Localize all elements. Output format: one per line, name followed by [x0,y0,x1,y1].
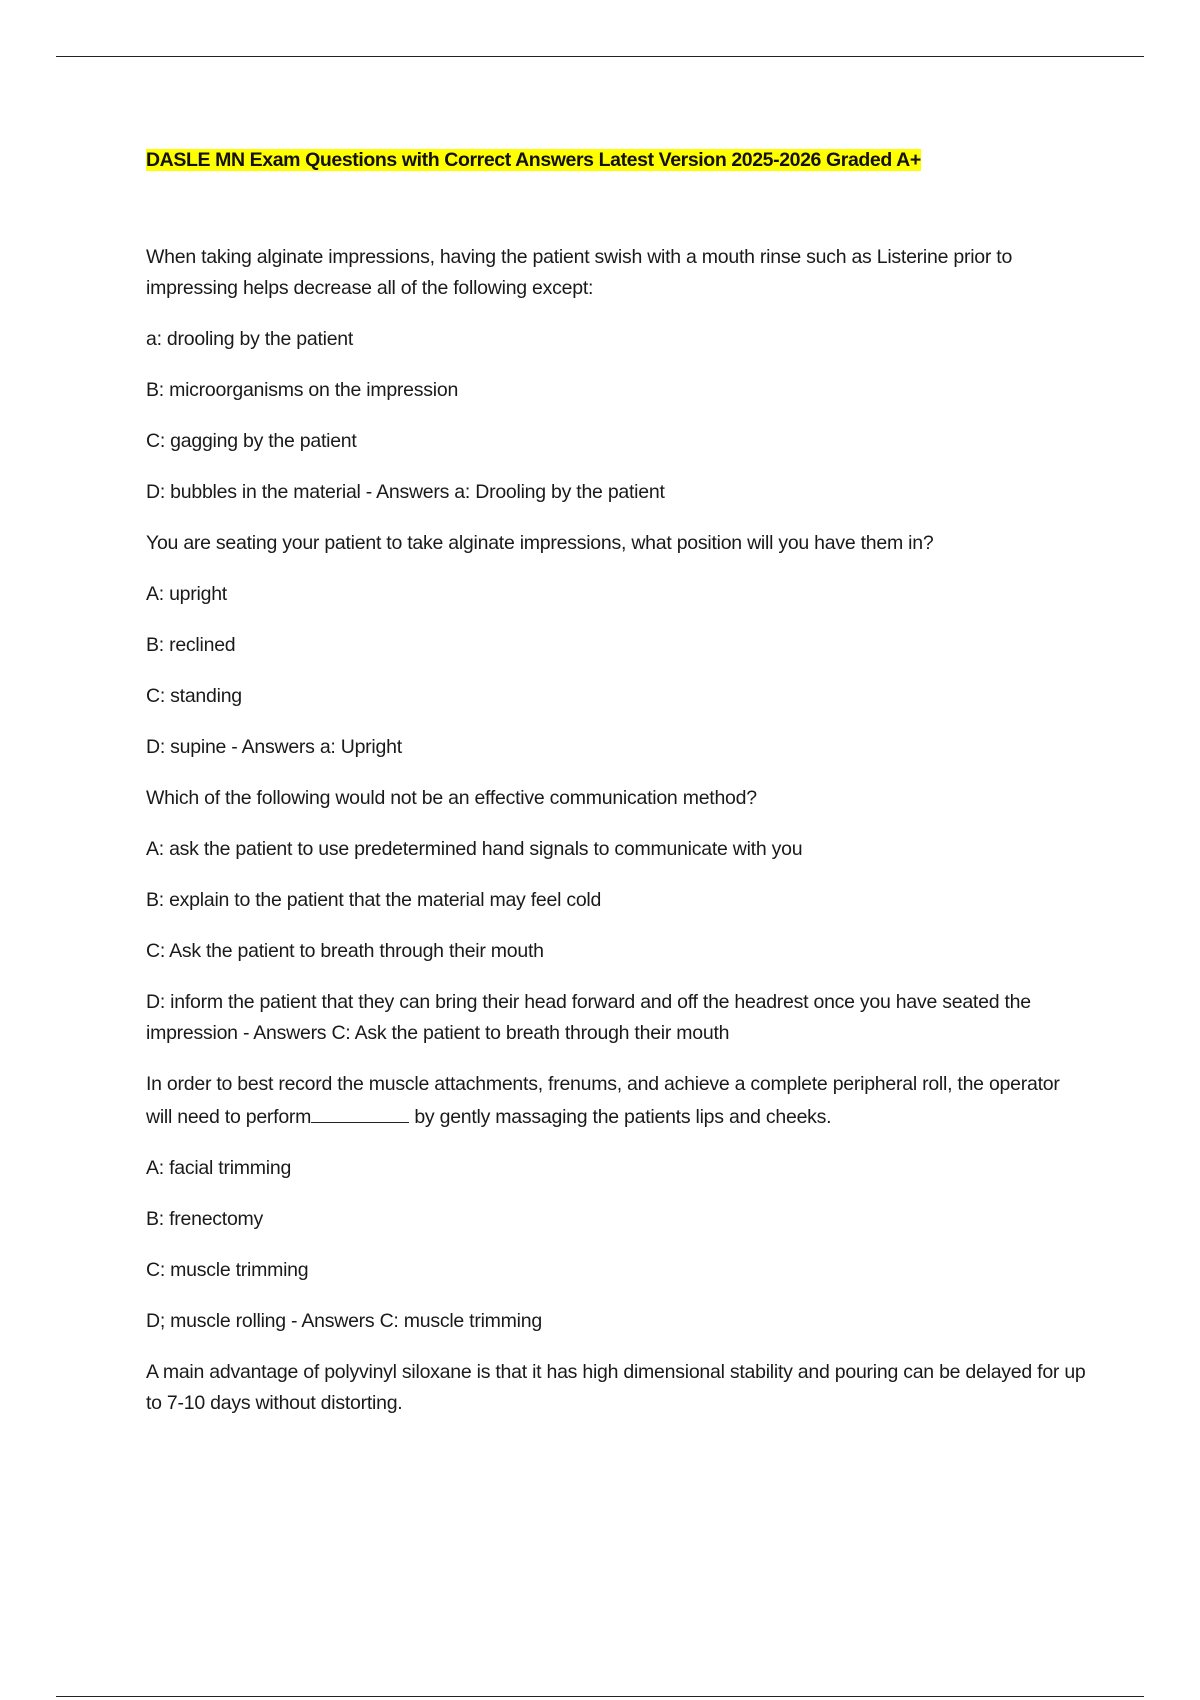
question-2-option-d-answer: D: supine - Answers a: Upright [146,736,402,758]
question-4-option-a: A: facial trimming [146,1157,292,1179]
document-body [146,145,1090,1439]
question-4-stem [146,1069,1090,1133]
question-4-option-c: C: muscle trimming [146,1259,309,1281]
question-4-stem-before-blank: In order to best record the muscle attachments, frenums, and achieve a complete peripheral roll, the operator will need to perform [146,1073,1060,1128]
header-rule [56,56,1144,57]
footer-rule [56,1696,1144,1697]
question-3-option-a: A: ask the patient to use predetermined hand signals to communicate with you [146,838,803,860]
question-2-option-c: C: standing [146,685,242,707]
question-1-option-b: B: microorganisms on the impression [146,379,459,401]
question-1-option-a: a: drooling by the patient [146,328,354,350]
question-3-option-b: B: explain to the patient that the material may feel cold [146,889,602,911]
question-5-stem: A main advantage of polyvinyl siloxane is that it has high dimensional stability and pouring can be delayed for up to 7-10 days without distorting. [146,1361,1086,1414]
question-1-stem: When taking alginate impressions, having the patient swish with a mouth rinse such as Listerine prior to impressing helps decrease all of the following except: [146,246,1013,299]
question-1-option-d-answer: D: bubbles in the material - Answers a: Drooling by the patient [146,481,665,503]
question-3-option-c: C: Ask the patient to breath through their mouth [146,940,544,962]
question-3-option-d-answer: D: inform the patient that they can bring their head forward and off the headrest once you have seated the impression - Answers C: Ask the patient to breath through their mouth [146,991,1031,1044]
question-3-stem: Which of the following would not be an effective communication method? [146,787,757,809]
question-4-option-d-answer: D; muscle rolling - Answers C: muscle trimming [146,1310,542,1332]
question-1-option-c: C: gagging by the patient [146,430,357,452]
title-block [146,145,1090,173]
question-2-option-b: B: reclined [146,634,236,656]
fill-in-blank-line [311,1100,409,1123]
question-2-stem: You are seating your patient to take alginate impressions, what position will you have them in? [146,532,934,554]
question-2-option-a: A: upright [146,583,227,605]
question-4-stem-after-blank: by gently massaging the patients lips and cheeks. [409,1106,832,1128]
question-4-option-b: B: frenectomy [146,1208,264,1230]
document-title: DASLE MN Exam Questions with Correct Answers Latest Version 2025-2026 Graded A+ [146,149,921,171]
